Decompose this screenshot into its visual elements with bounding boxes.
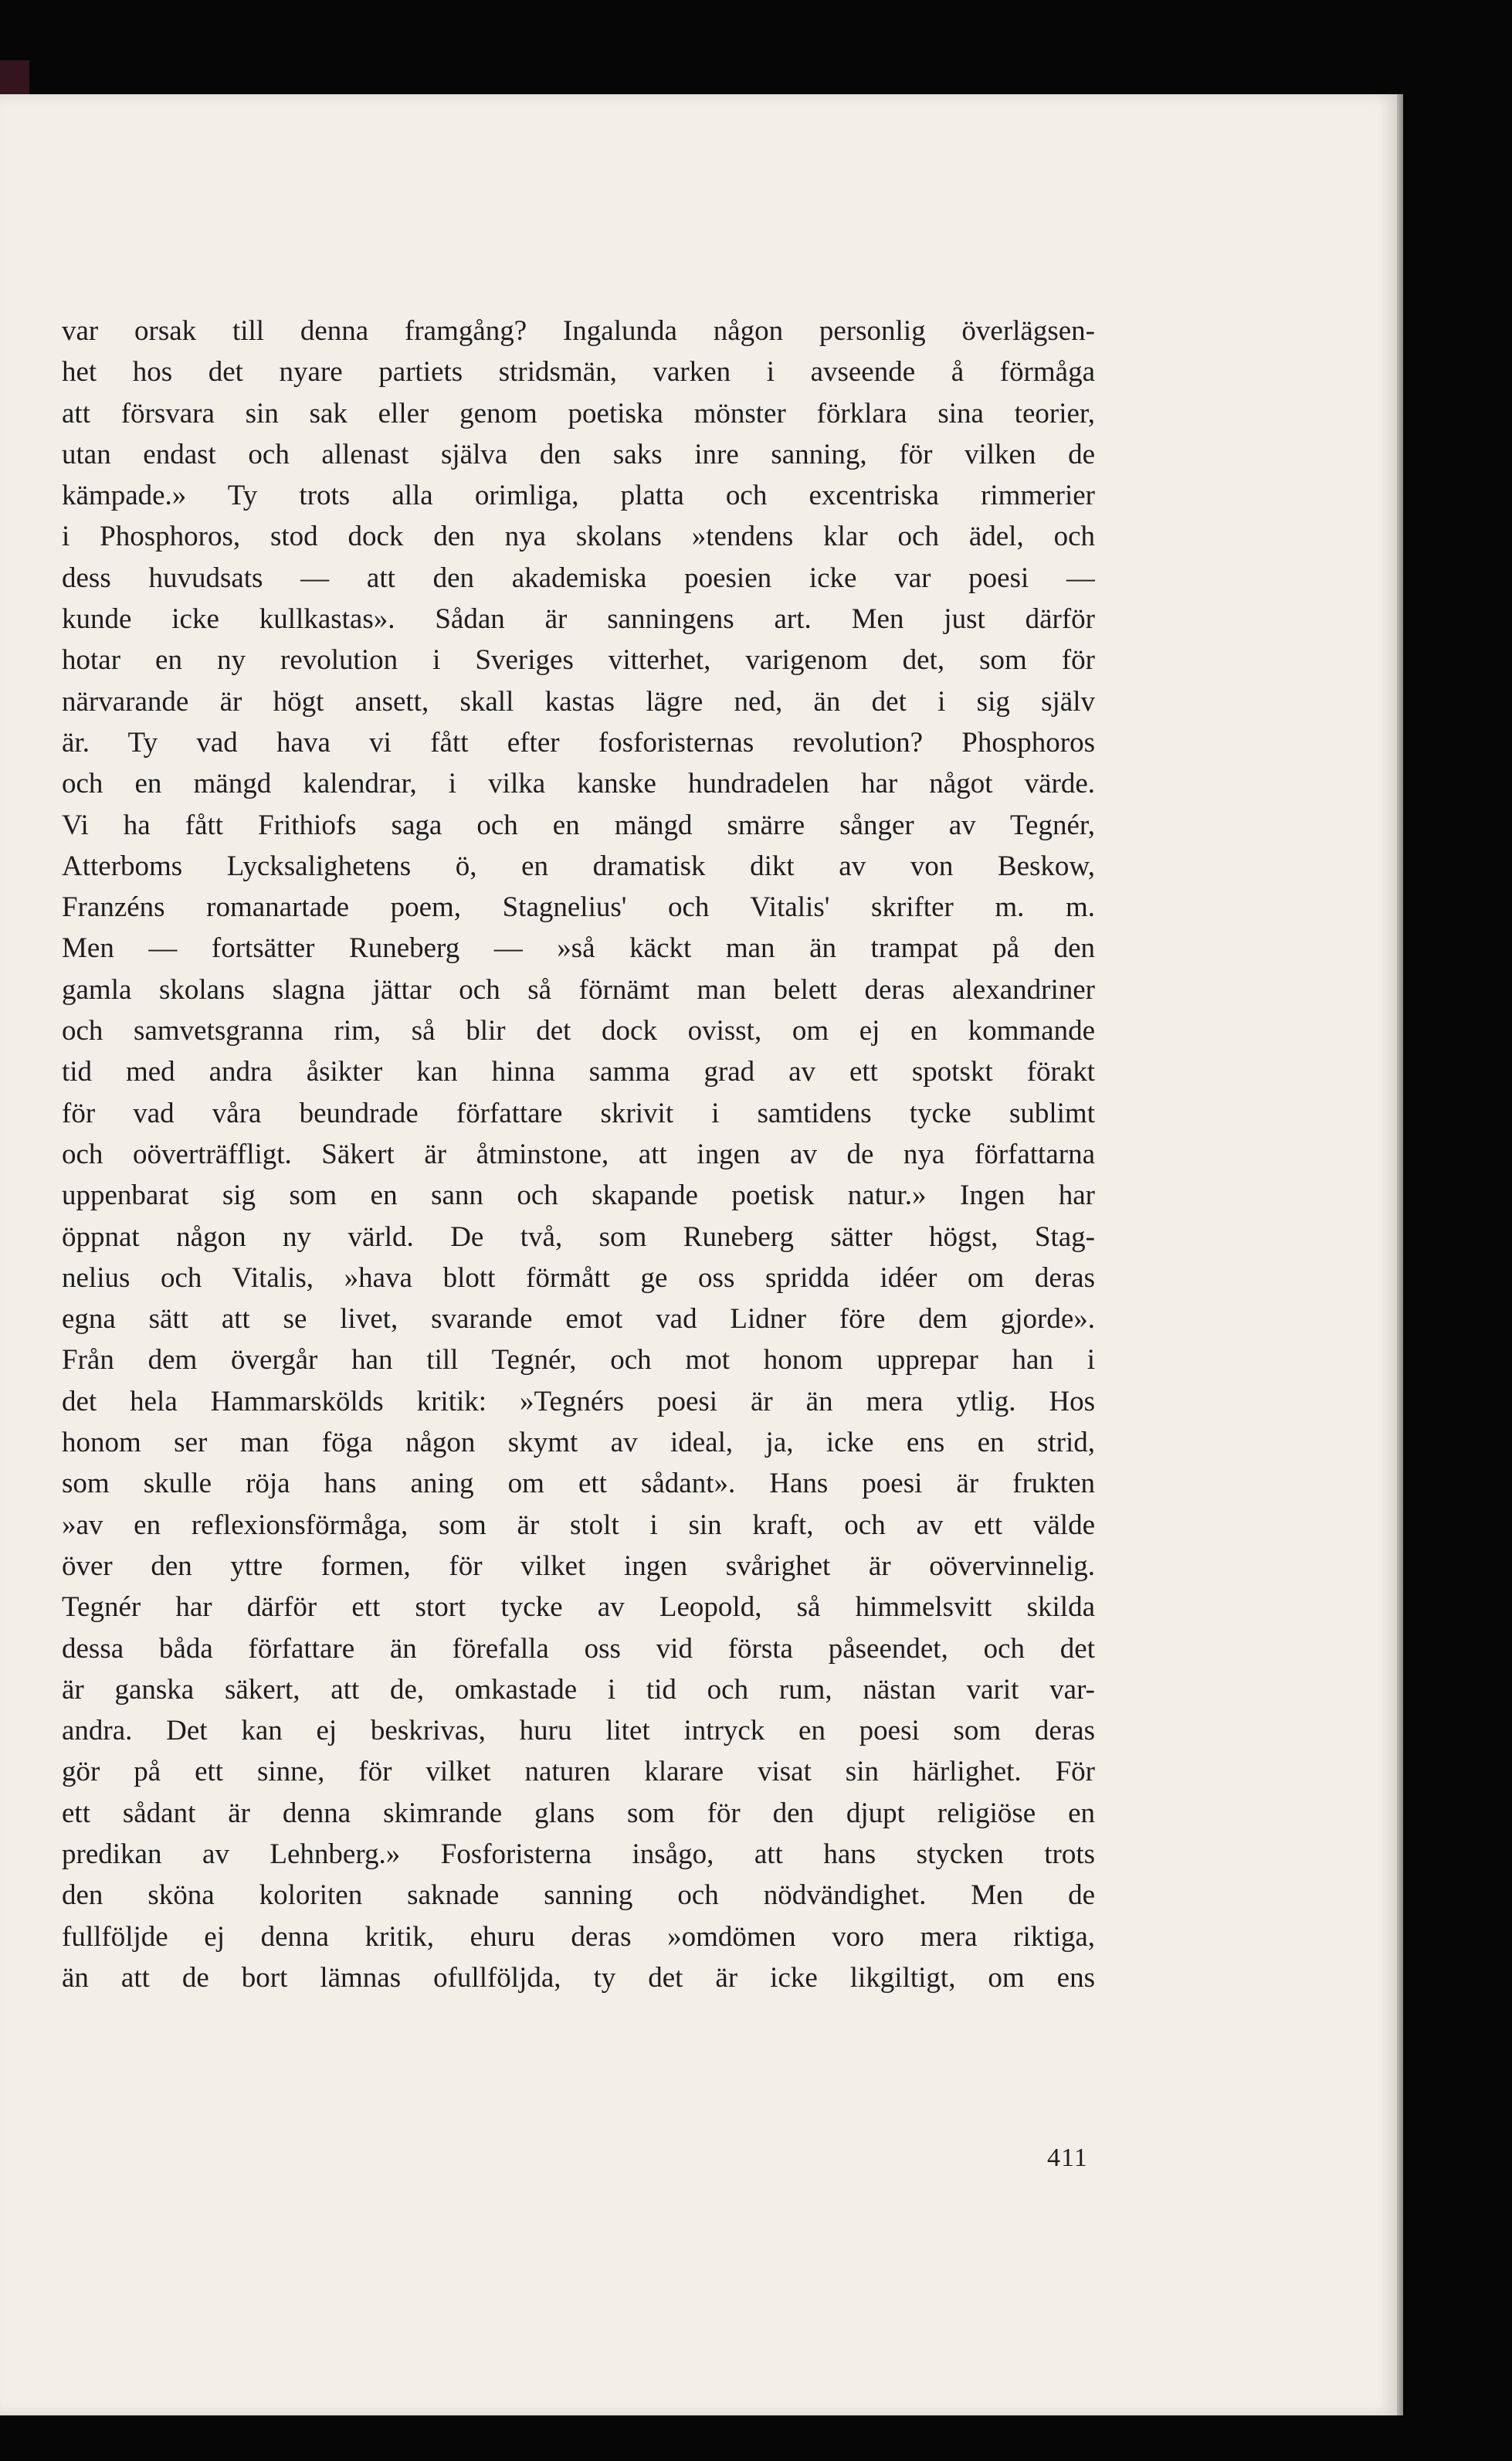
text-line: kunde icke kullkastas». Sådan är sanningens art. Men just därför [62, 603, 1095, 636]
text-line: Franzéns romanartade poem, Stagnelius' och Vitalis' skrifter m. m. [62, 891, 1095, 924]
text-line: »av en reflexionsförmåga, som är stolt i sin kraft, och av ett välde [62, 1509, 1095, 1541]
text-line: över den yttre formen, för vilket ingen svårighet är oövervinnelig. [62, 1550, 1095, 1582]
text-line: gamla skolans slagna jättar och så förnämt man belett deras alexandriner [62, 973, 1095, 1006]
text-line: och en mängd kalendrar, i vilka kanske hundradelen har något värde. [62, 768, 1095, 800]
text-line: öppnat någon ny värld. De två, som Runeberg sätter högst, Stag- [62, 1220, 1095, 1253]
text-line: för vad våra beundrade författare skrivit i samtidens tycke sublimt [62, 1097, 1095, 1129]
text-line: att försvara sin sak eller genom poetiska mönster förklara sina teorier, [62, 397, 1095, 429]
text-line: fullföljde ej denna kritik, ehuru deras »omdömen voro mera riktiga, [62, 1920, 1095, 1953]
text-line: är ganska säkert, att de, omkastade i tid och rum, nästan varit var- [62, 1673, 1095, 1706]
text-line: Vi ha fått Frithiofs saga och en mängd smärre sånger av Tegnér, [62, 809, 1095, 841]
text-line: Från dem övergår han till Tegnér, och mot honom upprepar han i [62, 1344, 1095, 1376]
text-line: het hos det nyare partiets stridsmän, varken i avseende å förmåga [62, 356, 1095, 389]
text-line: än att de bort lämnas ofullföljda, ty det är icke likgiltigt, om ens [62, 1961, 1095, 1994]
text-line: uppenbarat sig som en sann och skapande poetisk natur.» Ingen har [62, 1180, 1095, 1212]
text-line: Atterboms Lycksalighetens ö, en dramatisk dikt av von Beskow, [62, 850, 1095, 882]
page-edge [1397, 94, 1403, 2415]
text-line: Tegnér har därför ett stort tycke av Leopold, så himmelsvitt skilda [62, 1591, 1095, 1624]
text-line: nelius och Vitalis, »hava blott förmått ge oss spridda idéer om deras [62, 1261, 1095, 1294]
text-line: och samvetsgranna rim, så blir det dock ovisst, om ej en kommande [62, 1015, 1095, 1047]
body-text [62, 311, 1095, 2118]
text-line: var orsak till denna framgång? Ingalunda någon personlig överlägsen- [62, 315, 1095, 347]
text-line: utan endast och allenast själva den saks inre sanning, för vilken de [62, 438, 1095, 470]
text-line: hotar en ny revolution i Sveriges vitterhet, varigenom det, som för [62, 644, 1095, 677]
text-line: i Phosphoros, stod dock den nya skolans »tendens klar och ädel, och [62, 521, 1095, 553]
text-line: dess huvudsats — att den akademiska poesien icke var poesi — [62, 562, 1095, 594]
text-line: dessa båda författare än förefalla oss vid första påseendet, och det [62, 1632, 1095, 1665]
text-line: gör på ett sinne, för vilket naturen klarare visat sin härlighet. För [62, 1756, 1095, 1788]
text-line: som skulle röja hans aning om ett sådant». Hans poesi är frukten [62, 1468, 1095, 1500]
text-line: egna sätt att se livet, svarande emot vad Lidner före dem gjorde». [62, 1303, 1095, 1336]
text-line: predikan av Lehnberg.» Fosforisterna insågo, att hans stycken trots [62, 1838, 1095, 1870]
text-line: är. Ty vad hava vi fått efter fosforisternas revolution? Phosphoros [62, 726, 1095, 759]
text-line: tid med andra åsikter kan hinna samma grad av ett spotskt förakt [62, 1056, 1095, 1088]
text-line: andra. Det kan ej beskrivas, huru litet intryck en poesi som deras [62, 1715, 1095, 1747]
book-page [0, 94, 1397, 2415]
text-line: Men — fortsätter Runeberg — »så käckt man än trampat på den [62, 932, 1095, 965]
text-line: ett sådant är denna skimrande glans som för den djupt religiöse en [62, 1797, 1095, 1829]
text-line: kämpade.» Ty trots alla orimliga, platta och excentriska rimmerier [62, 480, 1095, 512]
text-line: honom ser man föga någon skymt av ideal, ja, icke ens en strid, [62, 1427, 1095, 1459]
text-line: närvarande är högt ansett, skall kastas lägre ned, än det i sig själv [62, 685, 1095, 718]
page-number: 411 [1047, 2144, 1088, 2172]
text-line: det hela Hammarskölds kritik: »Tegnérs poesi är än mera ytlig. Hos [62, 1385, 1095, 1417]
text-line: den sköna koloriten saknade sanning och nödvändighet. Men de [62, 1879, 1095, 1912]
text-line: och oöverträffligt. Säkert är åtminstone, att ingen av de nya författarna [62, 1138, 1095, 1170]
